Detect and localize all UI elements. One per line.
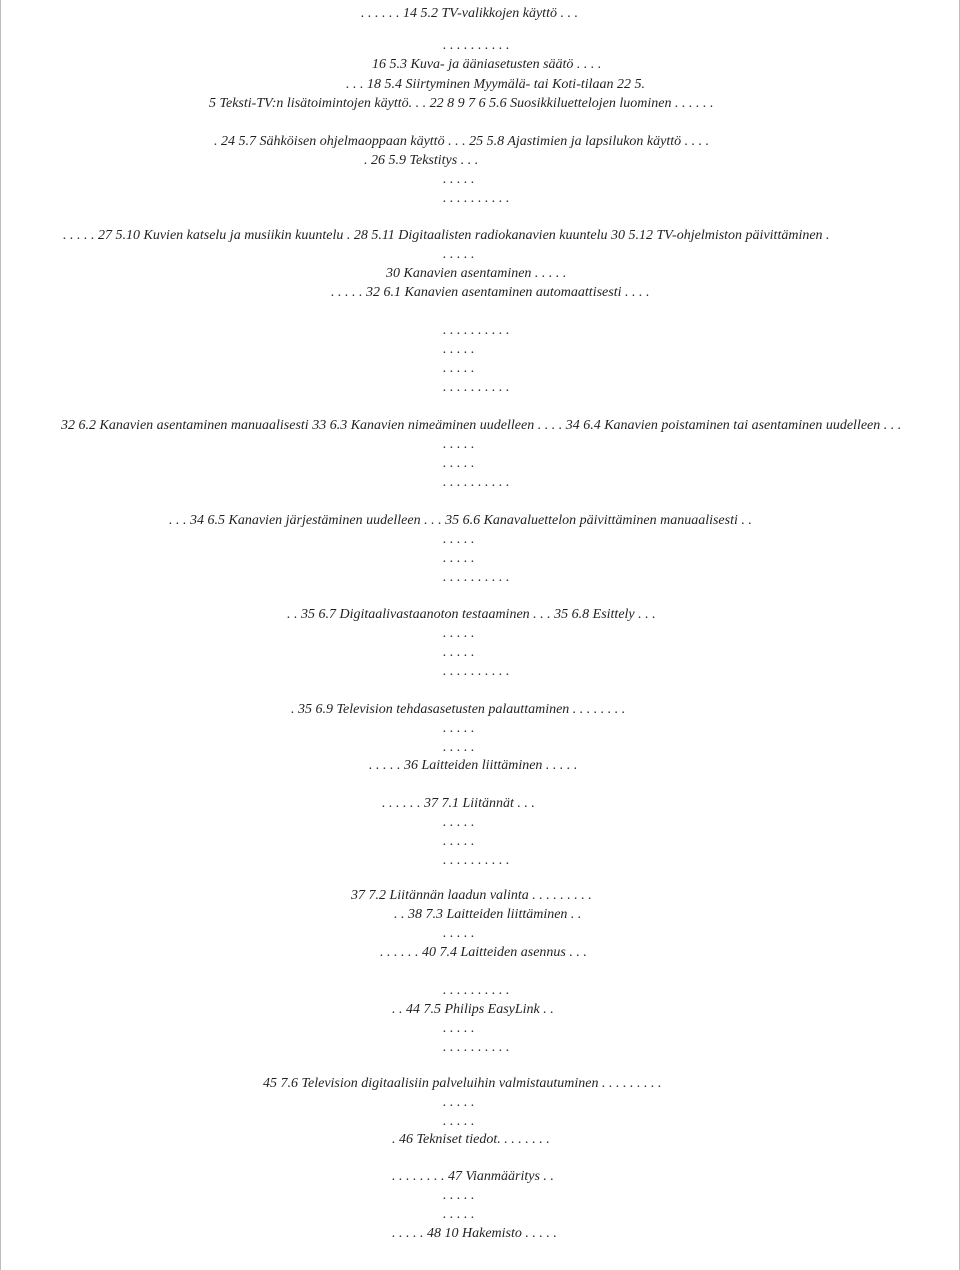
toc-line: 45 7.6 Television digitaalisiin palveluihin valmistautuminen . . . . . . . . . — [263, 1076, 662, 1091]
toc-line: . . . . . — [443, 740, 475, 755]
toc-line: . . . . . . . . . . — [443, 191, 510, 206]
toc-line: . . . 34 6.5 Kanavien järjestäminen uudelleen . . . 35 6.6 Kanavaluettelon päivittäminen manuaalisesti . . — [169, 513, 752, 528]
toc-line: . . . . . — [443, 721, 475, 736]
toc-line: . . . . . 27 5.10 Kuvien katselu ja musiikin kuuntelu . 28 5.11 Digitaalisten radiokanavien kuuntelu 30 5.12 TV-ohjelmiston päivittäminen . — [63, 228, 830, 243]
toc-line: . . . . . — [443, 1188, 475, 1203]
toc-line: . . . . . — [443, 456, 475, 471]
toc-line: . 35 6.9 Television tehdasasetusten palauttaminen . . . . . . . . — [291, 702, 626, 717]
toc-line: . . 44 7.5 Philips EasyLink . . — [392, 1002, 554, 1017]
toc-line: . . . . . . . . 47 Vianmääritys . . — [392, 1169, 554, 1184]
toc-line: . . . . . — [443, 1207, 475, 1222]
toc-line: . . . . . . . . . . — [443, 38, 510, 53]
toc-line: . . . . . . 40 7.4 Laitteiden asennus . . . — [380, 945, 587, 960]
toc-line: . . . . . . . . . . — [443, 983, 510, 998]
toc-line: . . . . . — [443, 361, 475, 376]
toc-line: . 24 5.7 Sähköisen ohjelmaoppaan käyttö . . . 25 5.8 Ajastimien ja lapsilukon käyttö . . . . — [214, 134, 710, 149]
toc-line: 5 Teksti-TV:n lisätoimintojen käyttö. . . 22 8 9 7 6 5.6 Suosikkiluettelojen luominen . . . . . . — [209, 96, 714, 111]
toc-line: . . . 18 5.4 Siirtyminen Myymälä- tai Koti-tilaan 22 5. — [346, 77, 646, 92]
toc-line: . . . . . . . . . . — [443, 853, 510, 868]
toc-line: . . . . . — [443, 645, 475, 660]
toc-line: 32 6.2 Kanavien asentaminen manuaalisesti 33 6.3 Kanavien nimeäminen uudelleen . . . . 34 6.4 Kanavien poistaminen tai asentaminen uudelleen . . . — [61, 418, 902, 433]
toc-line: . . . . . . . . . . — [443, 380, 510, 395]
toc-line: . . . . . . . . . . — [443, 475, 510, 490]
toc-line: . . . . . — [443, 172, 475, 187]
toc-line: . . . . . — [443, 532, 475, 547]
toc-line: . . . . . . 37 7.1 Liitännät . . . — [382, 796, 535, 811]
toc-line: . . . . . 48 10 Hakemisto . . . . . — [392, 1226, 557, 1241]
toc-line: . . . . . — [443, 551, 475, 566]
toc-line: . . . . . 32 6.1 Kanavien asentaminen automaattisesti . . . . — [331, 285, 650, 300]
toc-line: . . . . . — [443, 437, 475, 452]
toc-line: . . . . . . . . . . — [443, 1040, 510, 1055]
toc-line: . . 38 7.3 Laitteiden liittäminen . . — [394, 907, 582, 922]
toc-line: . . . . . — [443, 1114, 475, 1129]
toc-line: . . . . . — [443, 626, 475, 641]
toc-line: 37 7.2 Liitännän laadun valinta . . . . . . . . . — [351, 888, 592, 903]
toc-line: . . . . . — [443, 1095, 475, 1110]
toc-line: 16 5.3 Kuva- ja ääniasetusten säätö . . . . — [372, 57, 602, 72]
toc-line: . . . . . — [443, 926, 475, 941]
toc-line: . . 35 6.7 Digitaalivastaanoton testaaminen . . . 35 6.8 Esittely . . . — [287, 607, 656, 622]
toc-line: 30 Kanavien asentaminen . . . . . — [386, 266, 567, 281]
toc-line: . . . . . — [443, 834, 475, 849]
toc-line: . . . . . . . . . . — [443, 664, 510, 679]
toc-line: . 26 5.9 Tekstitys . . . — [364, 153, 479, 168]
toc-line: . . . . . . . . . . — [443, 323, 510, 338]
toc-line: . 46 Tekniset tiedot. . . . . . . . — [392, 1132, 550, 1147]
toc-line: . . . . . 36 Laitteiden liittäminen . . . . . — [369, 758, 578, 773]
toc-line: . . . . . . 14 5.2 TV-valikkojen käyttö . . . — [361, 6, 578, 21]
toc-line: . . . . . — [443, 1021, 475, 1036]
toc-line: . . . . . — [443, 342, 475, 357]
toc-line: . . . . . — [443, 247, 475, 262]
toc-line: . . . . . . . . . . — [443, 570, 510, 585]
toc-line: . . . . . — [443, 815, 475, 830]
